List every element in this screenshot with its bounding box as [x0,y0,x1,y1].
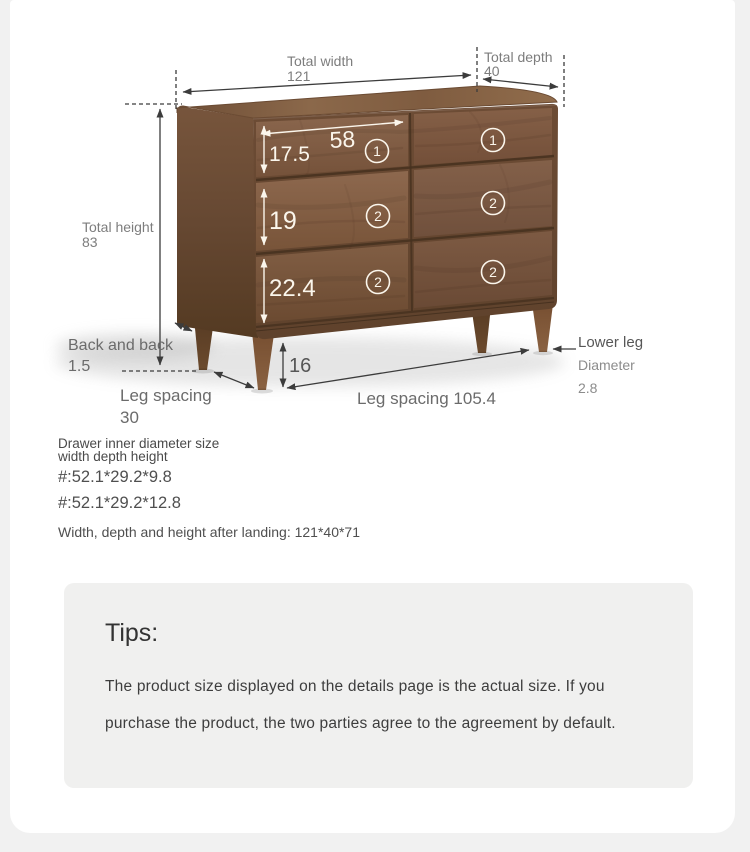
leg-spacing-depth-value: 30 [120,408,139,427]
spec-footprint: Width, depth and height after landing: 121*40*71 [58,524,361,540]
drawer-width-value: 58 [328,125,356,153]
back-thickness-value: 1.5 [68,358,91,375]
badge-number: 2 [374,274,382,290]
foot-shadow [251,389,273,394]
lower-leg-sublabel: Diameter [578,357,635,373]
tips-heading: Tips: [105,619,159,647]
total-depth-label: Total depth [484,49,553,65]
drawer-h1-value: 17.5 [269,143,310,166]
drawer-h3-value: 22.4 [269,275,316,302]
total-width-value: 121 [287,68,311,84]
tips-text-line1: The product size displayed on the details page is the actual size. If you [105,678,605,695]
total-height-label: Total height [82,219,154,235]
dresser-side-panel [177,107,258,338]
back-thickness-label: Back and back [68,337,173,354]
leg-height-value: 16 [289,355,312,377]
lower-leg-label: Lower leg [578,334,644,351]
dresser-dimension-diagram [10,0,735,435]
lower-leg-value: 2.8 [578,380,598,396]
tips-text-line2: purchase the product, the two parties agree to the agreement by default. [105,715,616,732]
spec-text-block [58,437,360,540]
spec-drawer-size-1: #:52.1*29.2*9.8 [58,468,172,486]
badge-number: 2 [374,208,382,224]
foot-shadow [533,351,553,355]
badge-number: 1 [373,143,381,159]
total-depth-arrow [483,79,558,87]
leg-spacing-depth-label: Leg spacing [120,386,212,405]
spec-drawer-size-2: #:52.1*29.2*12.8 [58,494,181,512]
spec-title-line1: Drawer inner diameter size [58,436,220,451]
foot-shadow [472,352,492,356]
leg-spacing-front-label: Leg spacing 105.4 [357,389,496,408]
total-height-value: 83 [82,234,98,250]
tips-box [64,583,693,788]
badge-number: 2 [489,264,497,280]
total-width-label: Total width [287,53,354,69]
spec-title-line2: width depth height [58,449,168,464]
content-card [10,0,735,833]
badge-number: 2 [489,195,497,211]
badge-number: 1 [489,132,497,148]
drawer-h2-value: 19 [269,207,297,235]
total-depth-value: 40 [484,63,500,79]
